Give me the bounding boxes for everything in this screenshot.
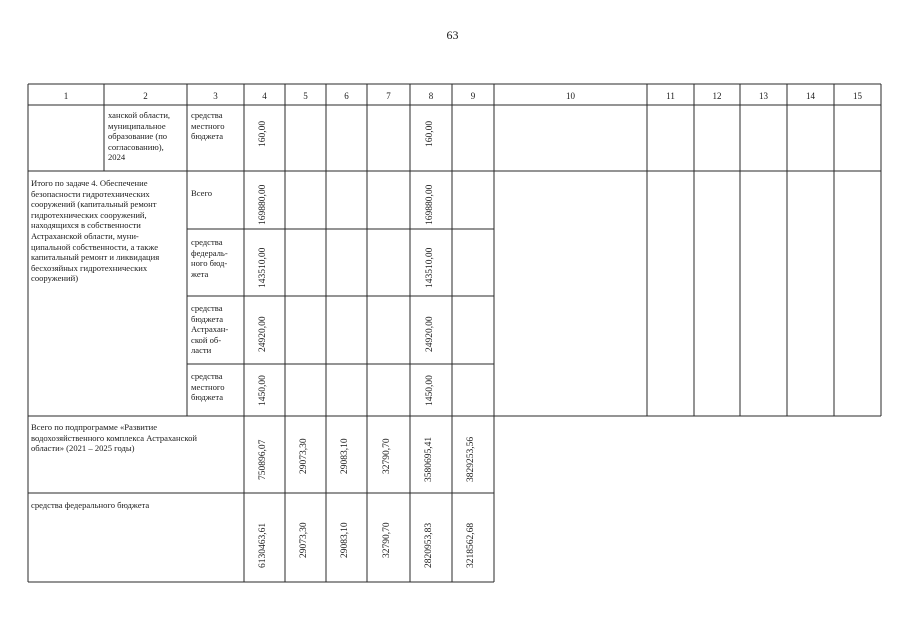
federal-budget-col8: 2820953,83 (424, 522, 434, 568)
header-col-11: 11 (666, 91, 675, 101)
federal-budget-label: средства федерального бюджета (31, 500, 150, 510)
task4-title: Итого по задаче 4. Обеспечение безопасности гидротехнических сооружений (капитальный ремонт гидротехнических сооружений, находящихся в собственности Астраханской области, муни- ципальной собственности, а также капитальный ремонт и ликвидация бесхозяйных гидротехнических сооружений) (31, 178, 160, 284)
subprogram-total-col8: 3580695,41 (424, 436, 434, 482)
task4-total-col4: 169880,00 (258, 184, 268, 225)
task4-source-federal: средства федераль- ного бюд- жета (191, 237, 228, 279)
subprogram-total-label: Всего по подпрограмме «Развитие водохозяйственного комплекса Астраханской области» (2021 – 2025 годы) (31, 422, 198, 454)
header-col-12: 12 (712, 91, 722, 101)
top-row-participant: ханской области, муниципальное образование (по согласованию), 2024 (108, 110, 171, 163)
header-col-7: 7 (386, 91, 391, 101)
header-col-4: 4 (262, 91, 267, 101)
header-col-5: 5 (303, 91, 308, 101)
subprogram-total-col6: 29083,10 (340, 438, 350, 474)
task4-total-col8: 169880,00 (425, 184, 435, 225)
federal-budget-col4: 6130463,61 (258, 522, 268, 568)
task4-source-local: средства местного бюджета (191, 371, 225, 403)
header-col-6: 6 (344, 91, 349, 101)
top-row-col8-value: 160,00 (425, 120, 435, 147)
header-col-15: 15 (853, 91, 862, 101)
header-col-1: 1 (63, 91, 69, 101)
task4-local-col4: 1450,00 (258, 375, 268, 406)
task4-federal-col8: 143510,00 (425, 247, 435, 288)
header-col-2: 2 (143, 91, 148, 101)
header-col-3: 3 (213, 91, 218, 101)
header-col-8: 8 (428, 91, 434, 101)
subprogram-total-col7: 32790,70 (382, 438, 392, 474)
subprogram-total-col5: 29073,30 (299, 438, 309, 474)
header-col-13: 13 (759, 91, 768, 101)
task4-local-col8: 1450,00 (425, 375, 435, 406)
federal-budget-col9: 3218562,68 (466, 522, 476, 568)
subprogram-total-col4: 750896,07 (258, 439, 268, 480)
top-row-source: средства местного бюджета (191, 110, 225, 142)
header-col-10: 10 (566, 91, 575, 101)
task4-regional-col4: 24920,00 (258, 316, 268, 352)
federal-budget-col7: 32790,70 (382, 522, 392, 558)
header-col-9: 9 (470, 91, 476, 101)
page-number: 63 (446, 28, 459, 42)
federal-budget-col5: 29073,30 (299, 522, 309, 558)
task4-source-regional: средства бюджета Астрахан- ской об- ласти (191, 303, 229, 356)
header-col-14: 14 (806, 91, 815, 101)
federal-budget-col6: 29083,10 (340, 522, 350, 558)
task4-regional-col8: 24920,00 (425, 316, 435, 352)
task4-source-total: Всего (191, 188, 213, 198)
top-row-col4-value: 160,00 (258, 120, 268, 147)
task4-federal-col4: 143510,00 (258, 247, 268, 288)
subprogram-total-col9: 3829253,56 (466, 436, 476, 482)
